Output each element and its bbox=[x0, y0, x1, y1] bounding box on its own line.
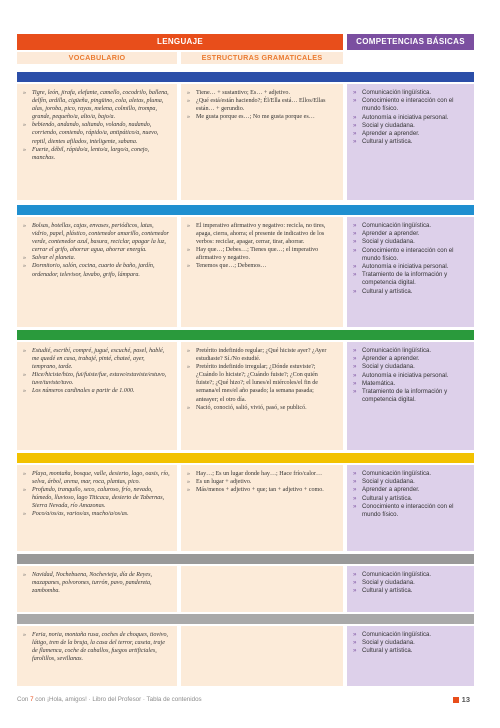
list-item: » bebiendo, andando, saltando, volando, nadando, corriendo, comiendo, rápido/a, antipático/a, nuevo, reptil, dientes afilados, inteligente, sabana. bbox=[23, 121, 171, 145]
unit-color-band bbox=[17, 614, 474, 624]
list-item: » Cultural y artística. bbox=[353, 647, 468, 655]
list-item: » Aprender a aprender. bbox=[353, 230, 468, 238]
page-number bbox=[453, 695, 470, 704]
list-item: » Dormitorio, salón, cocina, cuarto de baño, jardín, ordenador, televisor, lavabo, grifo, lámpara. bbox=[23, 262, 171, 278]
list-item: » Comunicación lingüística. bbox=[353, 631, 468, 639]
list-item: » Social y ciudadana. bbox=[353, 122, 468, 130]
list-item: » Social y ciudadana. bbox=[353, 478, 468, 486]
list-item: » Fuerte, débil, rápido/a, lento/a, largo/a, conejo, manchas. bbox=[23, 146, 171, 162]
list-item: » Comunicación lingüística. bbox=[353, 222, 468, 230]
competencias-header: COMPETENCIAS BÁSICAS bbox=[347, 34, 474, 50]
page-number-label: 13 bbox=[461, 695, 470, 704]
list-item: » Social y ciudadana. bbox=[353, 639, 468, 647]
list-item: » Bolsas, botellas, cajas, envases, periódicos, latas, vidrio, papel, plástico, contenedor amarillo, contenedor verde, contenedor azul, basura, reciclar, apagar la luz, cerrar el grifo, ahorrar agua, ahorrar energía. bbox=[23, 222, 171, 254]
list-item: » Más/menos + adjetivo + que; tan + adjetivo + como. bbox=[187, 486, 337, 494]
unit-color-band bbox=[17, 554, 474, 564]
vocabulario-cell bbox=[17, 217, 177, 327]
list-item: » Conocimiento e interacción con el mundo físico. bbox=[353, 97, 468, 113]
list-item: » Tiene… + sustantivo; Es… + adjetivo. bbox=[187, 89, 337, 97]
list-item: » Comunicación lingüística. bbox=[353, 571, 468, 579]
list-item: » Pretérito indefinido regular; ¿Qué hiciste ayer? ¿Ayer estudiaste? Sí./No estudié. bbox=[187, 347, 337, 363]
estructuras-cell bbox=[181, 465, 343, 551]
list-item: » Tenemos que…; Debemos… bbox=[187, 262, 337, 270]
list-item: » Social y ciudadana. bbox=[353, 238, 468, 246]
estructuras-cell bbox=[181, 217, 343, 327]
vocabulario-cell bbox=[17, 566, 177, 612]
competencias-cell bbox=[347, 465, 474, 551]
list-item: » Matemática. bbox=[353, 380, 468, 388]
list-item: » Los números cardinales a partir de 1.000. bbox=[23, 387, 171, 395]
list-item: » Pretérito indefinido irregular; ¿Dónde estuviste?; ¿Cuándo lo hiciste?; ¿Cuándo fuiste?; ¿Con quién fuiste?; ¿Qué hizo?; el lunes/el miércoles/el fin de semana/el mes/el año pasado; la semana pasada; anteayer; el otro día. bbox=[187, 363, 337, 403]
footer-accent: 7 bbox=[30, 696, 34, 703]
page-marker-icon bbox=[453, 697, 459, 703]
footer bbox=[17, 696, 202, 703]
list-item: » Aprender a aprender. bbox=[353, 486, 468, 494]
list-item: » Cultural y artística. bbox=[353, 495, 468, 503]
list-item: » Me gusta porque es…; No me gusta porque es… bbox=[187, 113, 337, 121]
unit-row bbox=[17, 626, 474, 686]
list-item: » Hice/hiciste/hizo, fui/fuiste/fue, estuve/estuviste/estuvo, tuve/tuviste/tuvo. bbox=[23, 371, 171, 387]
vocabulario-cell bbox=[17, 342, 177, 450]
list-item: » ¿Qué está/están haciendo?; Él/Ella está… Ellos/Ellas están… + gerundio. bbox=[187, 97, 337, 113]
list-item: » Conocimiento e interacción con el mundo físico. bbox=[353, 503, 468, 519]
unit-row bbox=[17, 342, 474, 450]
list-item: » Conocimiento e interacción con el mundo físico. bbox=[353, 247, 468, 263]
competencias-cell bbox=[347, 217, 474, 327]
estructuras-cell bbox=[181, 626, 343, 686]
competencias-cell bbox=[347, 342, 474, 450]
list-item: » El imperativo afirmativo y negativo: recicla, no tires, apaga, cierra, ahorra; el presente de indicativo de los verbos: reciclar, apagar, cerrar, tirar, ahorrar. bbox=[187, 222, 337, 246]
estructuras-subheader: ESTRUCTURAS GRAMATICALES bbox=[181, 52, 343, 64]
competencias-cell bbox=[347, 84, 474, 200]
estructuras-cell bbox=[181, 342, 343, 450]
list-item: » Nació, conoció, salió, vivió, pasó, se publicó. bbox=[187, 404, 337, 412]
list-item: » Tigre, león, jirafa, elefante, camello, cocodrilo, ballena, delfín, ardilla, cigüeña, pingüino, cola, aletas, pluma, alas, joroba, pico, rayas, melena, colmillo, trompa, grande, pequeño/a, alto/a, bajo/a. bbox=[23, 89, 171, 121]
vocabulario-cell bbox=[17, 465, 177, 551]
unit-color-band bbox=[17, 330, 474, 340]
list-item: » Autonomía e iniciativa personal. bbox=[353, 114, 468, 122]
list-item: » Hay…; Es un lugar donde hay…; Hace frío/calor… bbox=[187, 470, 337, 478]
unit-color-band bbox=[17, 453, 474, 463]
list-item: » Social y ciudadana. bbox=[353, 363, 468, 371]
footer-text-c: con ¡Hola, amigos! · Libro del Profesor · Tabla de contenidos bbox=[33, 696, 202, 703]
list-item: » Playa, montaña, bosque, valle, desierto, lago, oasis, río, selva, árbol, arena, mar, roca, plantas, pico. bbox=[23, 470, 171, 486]
list-item: » Profundo, tranquilo, seco, caluroso, frío, nevado, húmedo, lluvioso, lago Titicaca, desierto de Tabernas, Sierra Nevada, río Amazonas. bbox=[23, 486, 171, 510]
list-item: » Tratamiento de la información y competencia digital. bbox=[353, 271, 468, 287]
unit-color-band bbox=[17, 205, 474, 215]
list-item: » Poco/a/os/as, varios/as, mucho/a/os/as. bbox=[23, 510, 171, 518]
list-item: » Cultural y artística. bbox=[353, 288, 468, 296]
estructuras-cell bbox=[181, 84, 343, 200]
list-item: » Feria, noria, montaña rusa, coches de choques, tiovivo, látigo, tren de la bruja, la casa del terror, caseta, traje de flamenca, coche de caballos, fuegos artificiales, farolillos, sevillanas. bbox=[23, 631, 171, 663]
unit-row bbox=[17, 465, 474, 551]
competencias-cell bbox=[347, 566, 474, 612]
vocabulario-cell bbox=[17, 626, 177, 686]
list-item: » Comunicación lingüística. bbox=[353, 89, 468, 97]
list-item: » Aprender a aprender. bbox=[353, 130, 468, 138]
competencias-cell bbox=[347, 626, 474, 686]
estructuras-cell bbox=[181, 566, 343, 612]
list-item: » Autonomía e iniciativa personal. bbox=[353, 263, 468, 271]
list-item: » Comunicación lingüística. bbox=[353, 347, 468, 355]
vocabulario-subheader: VOCABULARIO bbox=[17, 52, 177, 64]
list-item: » Es un lugar + adjetivo. bbox=[187, 478, 337, 486]
list-item: » Salvar el planeta. bbox=[23, 254, 171, 262]
list-item: » Aprender a aprender. bbox=[353, 355, 468, 363]
lenguaje-header: LENGUAJE bbox=[17, 34, 343, 50]
list-item: » Social y ciudadana. bbox=[353, 579, 468, 587]
list-item: » Autonomía e iniciativa personal. bbox=[353, 372, 468, 380]
footer-text-a: Con bbox=[17, 696, 31, 703]
unit-row bbox=[17, 217, 474, 327]
list-item: » Cultural y artística. bbox=[353, 587, 468, 595]
list-item: » Estudié, escribí, compré, jugué, escuché, pasel, hablé, me quedé en casa, trabajé, pinté, chateé, ayer, temprano, tarde. bbox=[23, 347, 171, 371]
list-item: » Cultural y artística. bbox=[353, 138, 468, 146]
list-item: » Tratamiento de la información y competencia digital. bbox=[353, 388, 468, 404]
unit-row bbox=[17, 566, 474, 612]
list-item: » Navidad, Nochebuena, Nochevieja, día de Reyes, mazapanes, polvorones, turrón, pavo, pandereta, zambomba. bbox=[23, 571, 171, 595]
unit-row bbox=[17, 84, 474, 200]
vocabulario-cell bbox=[17, 84, 177, 200]
unit-color-band bbox=[17, 72, 474, 82]
list-item: » Hay que…; Debes…; Tienes que…; el imperativo afirmativo y negativo. bbox=[187, 246, 337, 262]
list-item: » Comunicación lingüística. bbox=[353, 470, 468, 478]
